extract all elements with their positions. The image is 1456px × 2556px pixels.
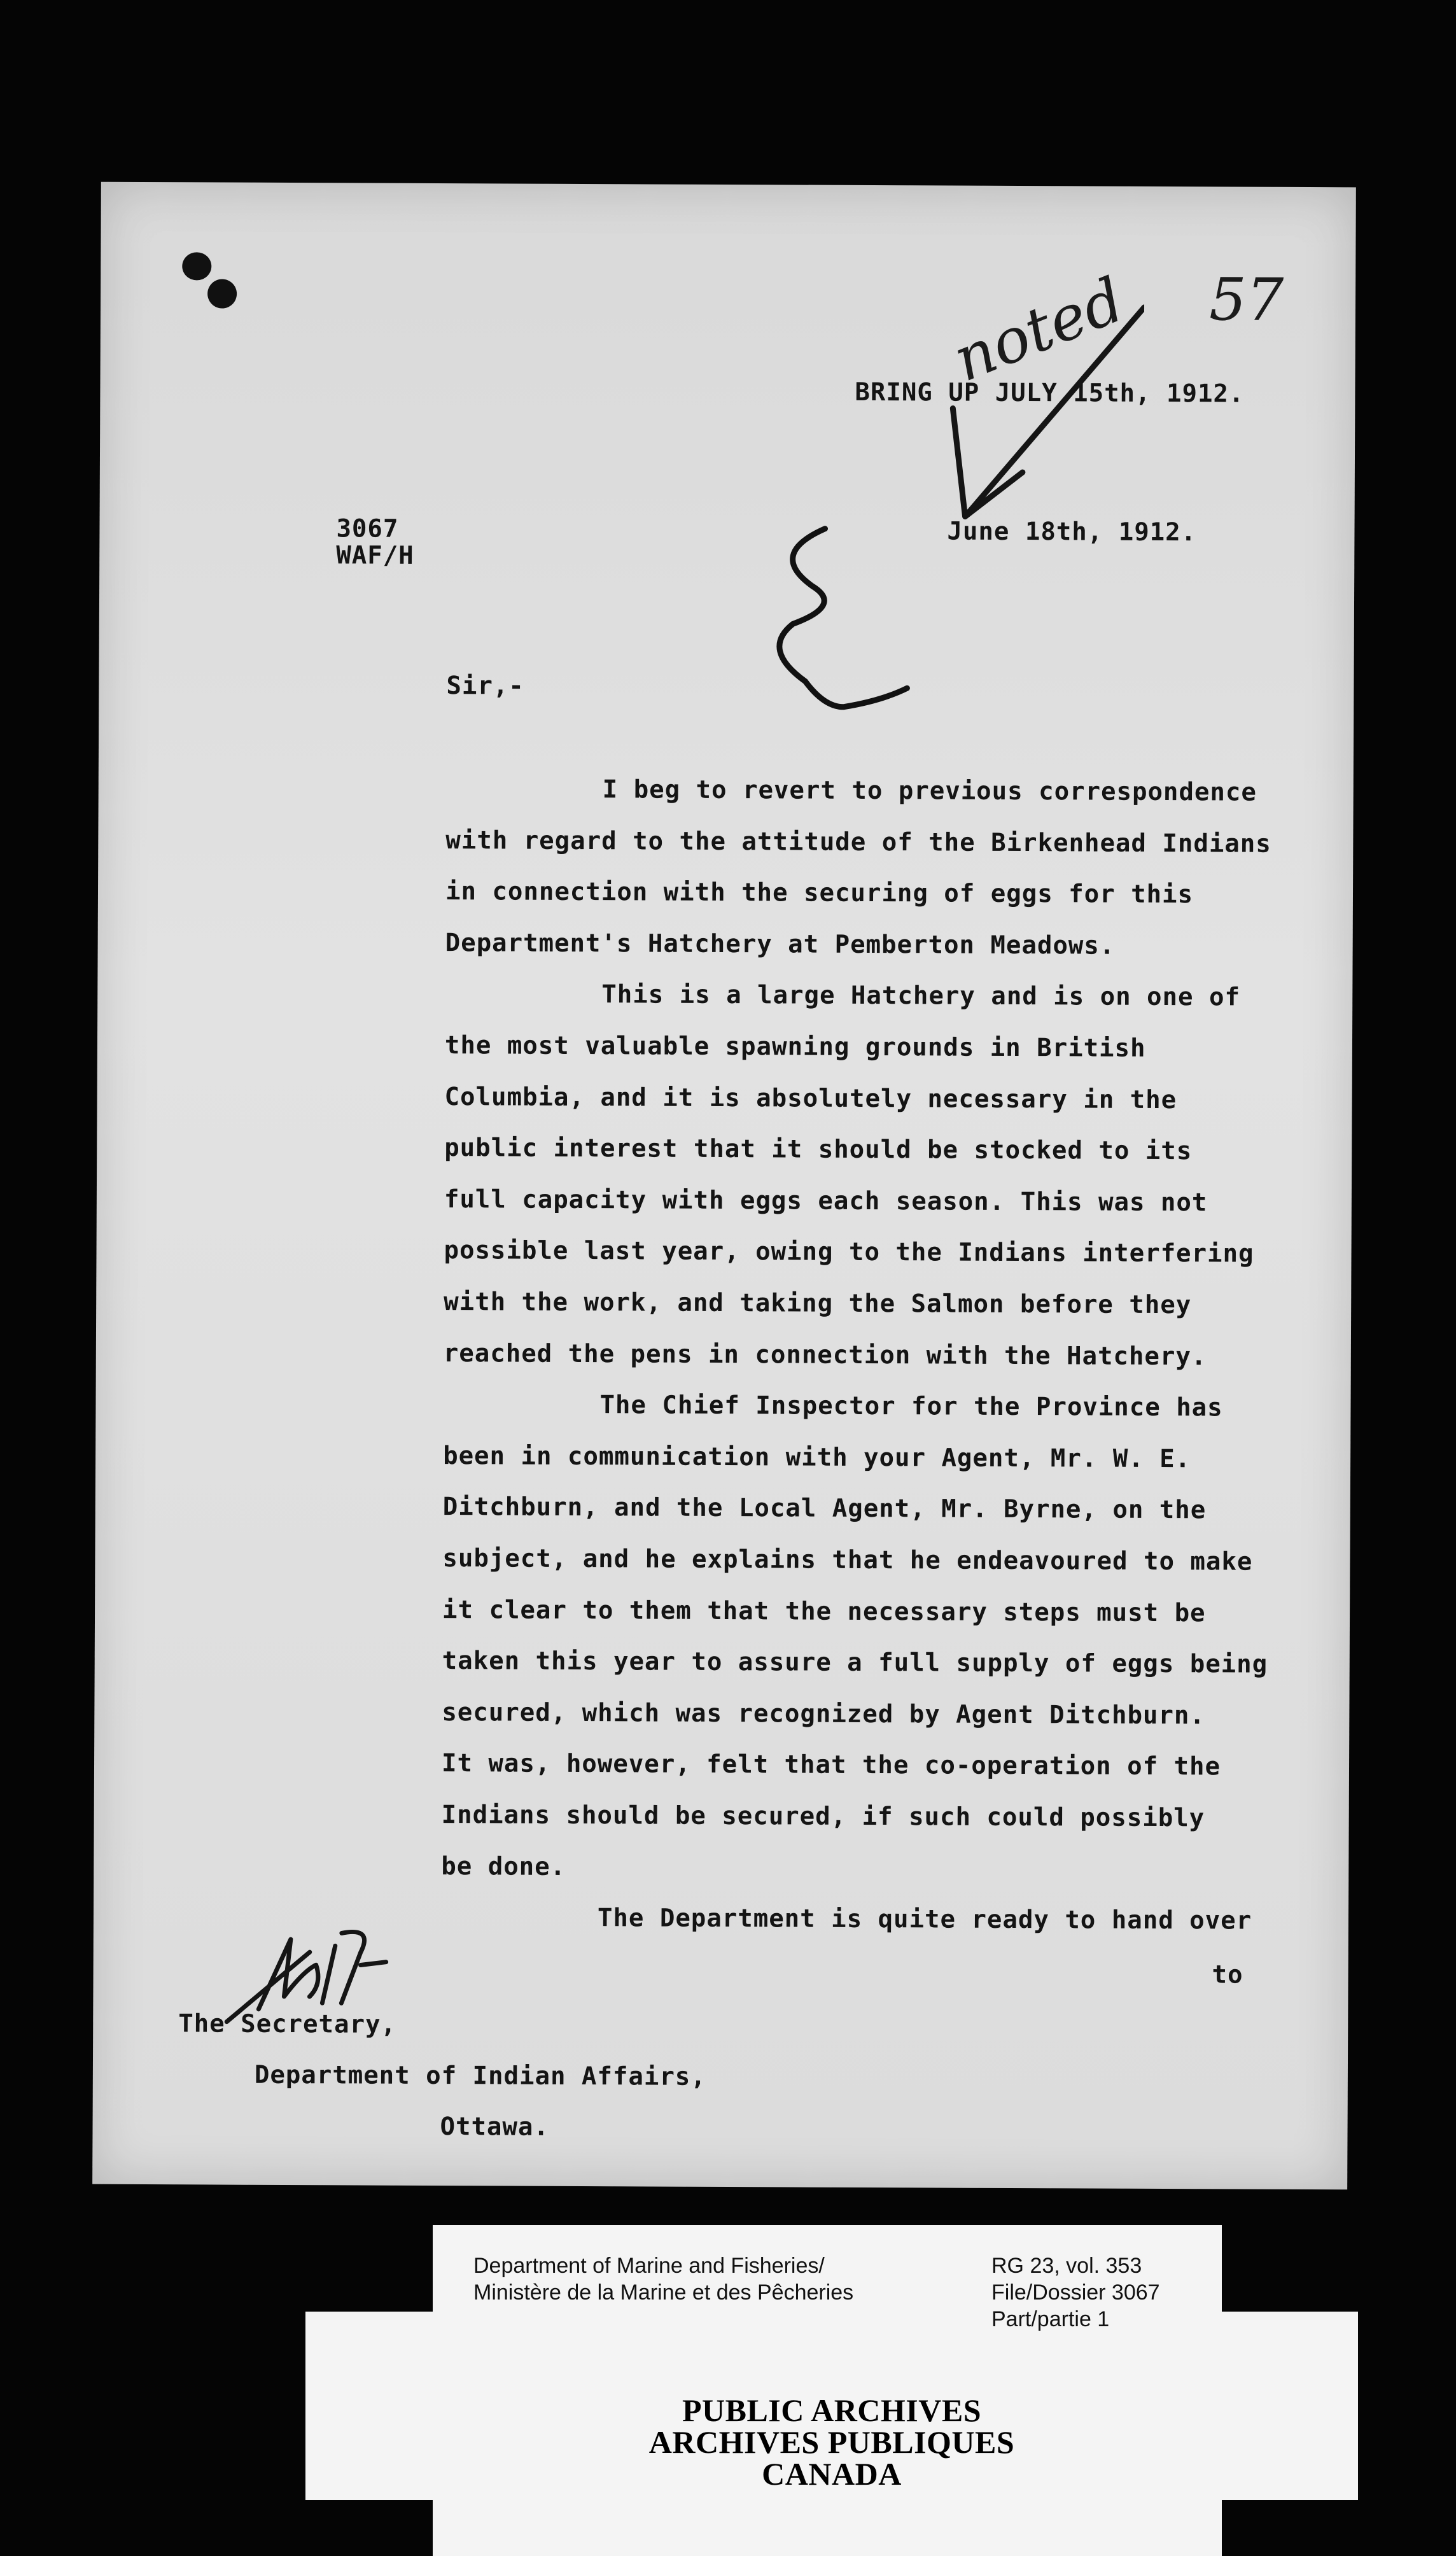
handwritten-initial-text xyxy=(799,567,800,568)
body-line: subject, and he explains that he endeavoured to make xyxy=(442,1544,1253,1576)
body-line: the most valuable spawning grounds in British xyxy=(444,1031,1146,1063)
body-line: taken this year to assure a full supply of eggs being xyxy=(442,1647,1268,1679)
punch-hole xyxy=(207,279,237,308)
addressee-city: Ottawa. xyxy=(440,2112,550,2142)
body-line: it clear to them that the necessary steps must be xyxy=(442,1595,1206,1627)
salutation: Sir,- xyxy=(446,671,524,701)
handwritten-initial-mark xyxy=(754,516,921,745)
letter-page xyxy=(92,182,1356,2190)
body-line: with regard to the attitude of the Birkenhead Indians xyxy=(445,825,1271,859)
department-french: Ministère de la Marine et des Pêcheries xyxy=(473,2280,854,2305)
archives-stamp-line-1: PUBLIC ARCHIVES xyxy=(682,2392,982,2428)
body-line: with the work, and taking the Salmon before they xyxy=(444,1288,1192,1320)
addressee-title: The Secretary, xyxy=(178,2009,397,2039)
continued-marker: to xyxy=(1212,1960,1243,1990)
file-number-text xyxy=(272,1952,275,1953)
body-line: in connection with the securing of eggs for this xyxy=(445,877,1194,909)
body-line: public interest that it should be stocked to its xyxy=(444,1134,1193,1166)
body-line: Ditchburn, and the Local Agent, Mr. Byrne, on the xyxy=(442,1492,1207,1525)
handwritten-noted: noted xyxy=(943,263,1134,396)
handwritten-page-number: 57 xyxy=(1208,265,1284,334)
department-english: Department of Marine and Fisheries/ xyxy=(473,2254,825,2278)
handwritten-file-number xyxy=(214,1901,405,2029)
body-line: The Chief Inspector for the Province has xyxy=(599,1391,1223,1422)
body-line: It was, however, felt that the co-operation of the xyxy=(441,1749,1221,1781)
body-line: The Department is quite ready to hand over xyxy=(597,1904,1252,1935)
body-line: be done. xyxy=(441,1851,566,1881)
archive-label-base xyxy=(305,2312,1358,2500)
body-line: Department's Hatchery at Pemberton Meadows. xyxy=(445,928,1116,960)
body-line: Columbia, and it is absolutely necessary in the xyxy=(444,1082,1177,1114)
body-line: been in communication with your Agent, Mr. W. E. xyxy=(443,1441,1191,1473)
body-line: Indians should be secured, if such could possibly xyxy=(441,1801,1205,1833)
letter-date: June 18th, 1912. xyxy=(947,517,1197,547)
file-dossier: File/Dossier 3067 xyxy=(991,2280,1160,2305)
typist-initials: WAF/H xyxy=(336,541,414,570)
body-line: full capacity with eggs each season. This was not xyxy=(444,1184,1208,1218)
body-line: secured, which was recognized by Agent Ditchburn. xyxy=(442,1697,1206,1731)
archives-stamp-line-3: CANADA xyxy=(762,2456,902,2492)
body-line: I beg to revert to previous correspondence xyxy=(602,775,1257,807)
record-group: RG 23, vol. 353 xyxy=(991,2254,1142,2278)
body-line: possible last year, owing to the Indians interfering xyxy=(444,1236,1254,1269)
bring-up-line: BRING UP JULY 15th, 1912. xyxy=(855,377,1245,409)
body-line: reached the pens in connection with the Hatchery. xyxy=(443,1338,1207,1371)
archives-stamp-line-2: ARCHIVES PUBLIQUES xyxy=(648,2424,1015,2460)
addressee-department: Department of Indian Affairs, xyxy=(254,2060,706,2091)
part-number: Part/partie 1 xyxy=(991,2307,1110,2331)
body-line: This is a large Hatchery and is on one of xyxy=(601,980,1241,1012)
file-reference: 3067 xyxy=(336,514,399,544)
punch-hole xyxy=(182,252,211,280)
